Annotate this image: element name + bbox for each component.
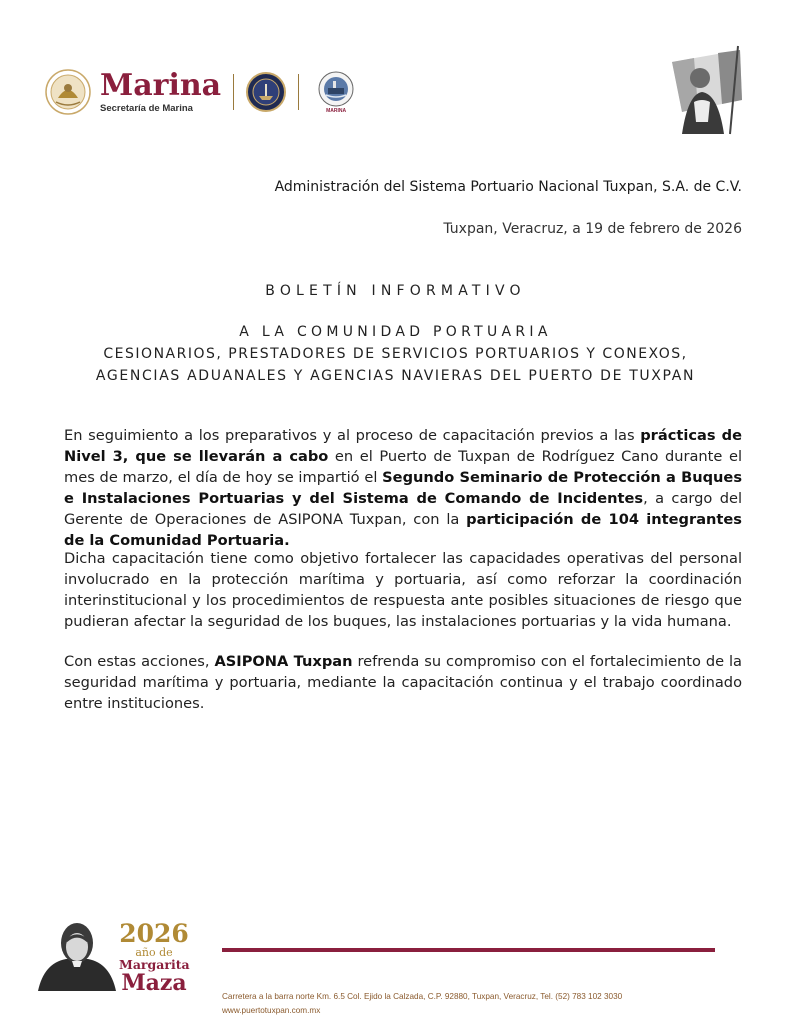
port-authority-seal-icon (318, 71, 354, 107)
footer-address: Carretera a la barra norte Km. 6.5 Col. Ejido la Calzada, C.P. 92880, Tuxpan, Veracruz, Tel. (52) 783 102 3030 (222, 992, 623, 1001)
honoree-first-name: Margarita (119, 957, 190, 972)
text-run: , a cargo del Gerente de Operaciones de ASIPONA Tuxpan, con la (64, 490, 742, 528)
year-of: año de (135, 946, 173, 959)
bulletin-title: BOLETÍN INFORMATIVO (265, 283, 526, 299)
footer-rule (222, 948, 715, 952)
paragraph-2: Dicha capacitación tiene como objetivo fortalecer las capacidades operativas del personal involucrado en la protección marítima y portuaria, así como reforzar la coordinación interinstitucional y los procedimientos de respuesta ante posibles situaciones de riesgo que pudieran afectar la seguridad de los buques, las instalaciones portuarias y la vida humana. (64, 550, 742, 630)
marina-wordmark (100, 70, 221, 114)
bold-run: participación de 104 integrantes de la Comunidad Portuaria. (64, 511, 742, 549)
audience-line-1: A LA COMUNIDAD PORTUARIA (239, 324, 552, 340)
text-run: Con estas acciones, (64, 653, 215, 670)
year-commemoration (119, 920, 189, 994)
place-and-date: Tuxpan, Veracruz, a 19 de febrero de 2026 (443, 221, 742, 237)
organization-name: Administración del Sistema Portuario Nacional Tuxpan, S.A. de C.V. (274, 179, 742, 195)
asipona-seal (311, 71, 361, 114)
audience-line-2: CESIONARIOS, PRESTADORES DE SERVICIOS PORTUARIOS Y CONEXOS, (103, 346, 688, 362)
text-run: En seguimiento a los preparativos y al proceso de capacitación previos a las (64, 427, 641, 444)
audience-line-3: AGENCIAS ADUANALES Y AGENCIAS NAVIERAS DEL PUERTO DE TUXPAN (95, 368, 696, 384)
bold-run: ASIPONA Tuxpan (214, 653, 353, 670)
footer-website-link[interactable]: www.puertotuxpan.com.mx (222, 1006, 321, 1015)
heroine-with-flag-illustration (652, 42, 747, 137)
honoree-last-name: Maza (121, 970, 187, 996)
divider (298, 74, 299, 110)
text-run: refrenda su compromiso con el fortalecimiento de la seguridad marítima y portuaria, mediante la capacitación continua y el trabajo coordinado entre instituciones. (64, 653, 743, 712)
brand-subtitle: Secretaría de Marina (100, 103, 193, 114)
naval-seal-icon (246, 72, 286, 112)
bold-run: Segundo Seminario de Protección a Buques e Instalaciones Portuarias y del Sistema de Comando de Incidentes (64, 469, 742, 507)
year: 2026 (119, 919, 189, 948)
margarita-maza-portrait-icon (36, 915, 118, 991)
divider (233, 74, 234, 110)
paragraph-3 (64, 651, 742, 714)
brand-title: Marina (100, 68, 222, 103)
bold-run: prácticas de Nivel 3, que se llevarán a cabo (64, 427, 743, 465)
seal-label: MARINA (326, 107, 347, 114)
header-logos (44, 66, 361, 118)
paragraph-1 (64, 425, 742, 551)
national-seal-icon (44, 68, 92, 116)
text-run: en el Puerto de Tuxpan de Rodríguez Cano durante el mes de marzo, el día de hoy se impartió el (64, 448, 743, 486)
